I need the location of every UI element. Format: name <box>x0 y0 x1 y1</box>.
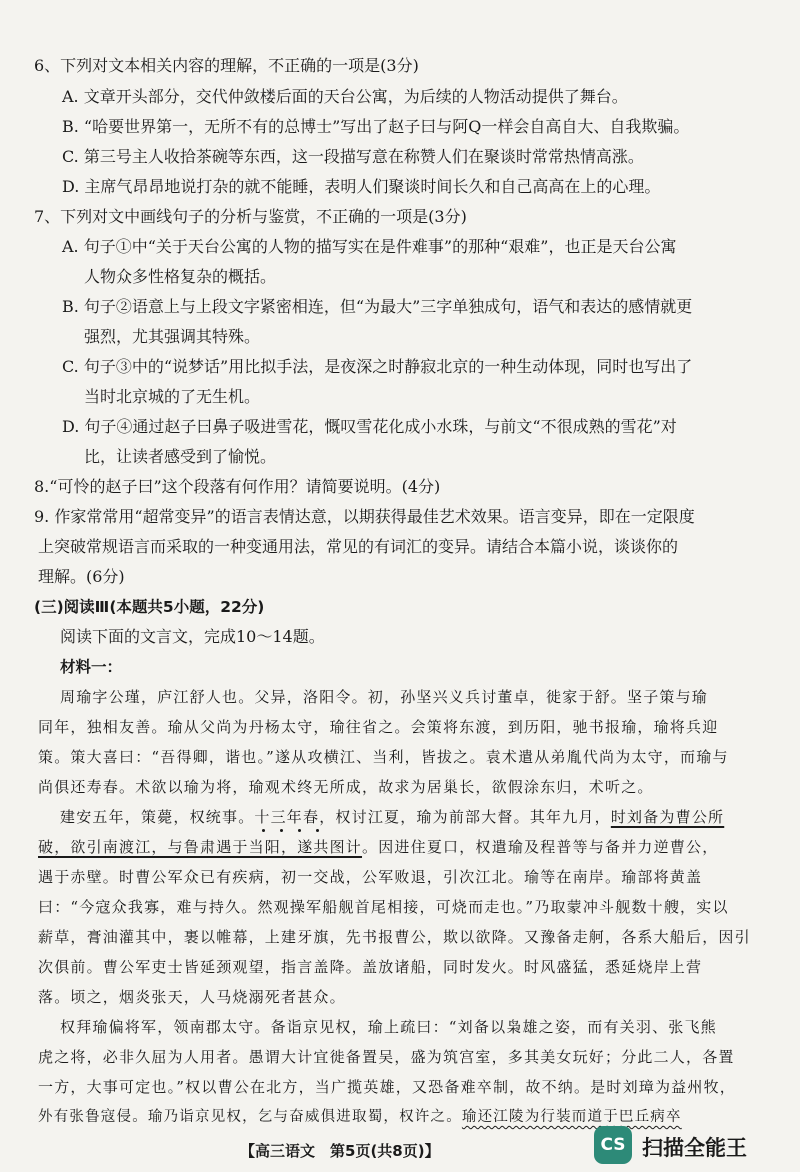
question-6-option-c: C. 第三号主人收拾茶碗等东西，这一段描写意在称赞人们在聚谈时常常热情高涨。 <box>62 147 644 166</box>
section-3-instruction: 阅读下面的文言文，完成10～14题。 <box>60 627 325 646</box>
camscanner-watermark-text: 扫描全能王 <box>642 1136 747 1160</box>
wavy-underlined-sentence: 瑜还江陵为行装而道于巴丘病卒 <box>461 1109 682 1125</box>
underlined-sentence: 时刘备为曹公所 <box>610 808 725 826</box>
emphasis-dot <box>298 829 301 832</box>
passage-p2-line-2 <box>38 836 718 858</box>
question-7-option-d: D. 句子④通过赵子曰鼻子吸进雪花，慨叹雪花化成小水珠，与前文“不很成熟的雪花”对 <box>62 417 677 436</box>
question-7-option-b: B. 句子②语意上与上段文字紧密相连，但“为最大”三字单独成句，语气和表达的感情就更 <box>62 297 693 316</box>
emphasis-dot <box>280 829 283 832</box>
passage-p3-line-2: 虎之将，必非久屈为人用者。愚谓大计宜徙备置吴，盛为筑宫室，多其美女玩好；分此二人，各置 <box>38 1048 735 1066</box>
passage-p2-line-3: 遇于赤壁。时曹公军众已有疾病，初一交战，公军败退，引次江北。瑜等在南岸。瑜部将黄盖 <box>38 868 703 886</box>
page-footer: 【高三语文 第5页(共8页)】 <box>240 1142 440 1160</box>
question-9-line-1: 9. 作家常常用“超常变异”的语言表情达意，以期获得最佳艺术效果。语言变异，即在一定限度 <box>34 507 695 526</box>
passage-p1-line-3: 策。策大喜曰：“吾得卿，谐也。”遂从攻横江、当利，皆拔之。袁术遣从弟胤代尚为太守，而瑜与 <box>38 748 729 766</box>
passage-p2-line-5: 薪草，膏油灌其中，裹以帷幕，上建牙旗，先书报曹公，欺以欲降。又豫备走舸，各系大船后，因引 <box>38 928 751 946</box>
passage-p1-line-1: 周瑜字公瑾，庐江舒人也。父异，洛阳令。初，孙坚兴义兵讨董卓，徙家于舒。坚子策与瑜 <box>60 688 709 706</box>
passage-p2-line-6: 次俱前。曹公军吏士皆延颈观望，指言盖降。盖放诸船，同时发火。时风盛猛，悉延烧岸上营 <box>38 958 703 976</box>
passage-p1-line-4: 尚俱还寿春。术欲以瑜为将，瑜观术终无所成，故求为居巢长，欲假涂东归，术听之。 <box>38 778 654 796</box>
question-6-option-d: D. 主席气昂昂地说打杂的就不能睡，表明人们聚谈时间长久和自己高高在上的心理。 <box>62 177 661 196</box>
passage-p1-line-2: 同年，独相友善。瑜从父尚为丹杨太守，瑜往省之。会策将东渡，到历阳，驰书报瑜，瑜将兵迎 <box>38 718 719 736</box>
question-7-option-c-cont: 当时北京城的了无生机。 <box>84 387 261 406</box>
passage-text: 外有张鲁寇侵。瑜乃诣京见权，乞与奋威俱进取蜀，权许之。 <box>38 1109 462 1125</box>
dotted-phrase: 十三年春 <box>254 808 320 826</box>
passage-p3-line-3: 一方，大事可定也。”权以曹公在北方，当广揽英雄，又恐备难卒制，故不纳。是时刘璋为益州牧， <box>38 1078 736 1096</box>
question-9-line-3: 理解。(6分) <box>38 567 125 586</box>
underlined-sentence: 破，欲引南渡江，与鲁肃遇于当阳，遂共图计 <box>38 838 363 856</box>
passage-p3-line-4 <box>38 1106 682 1128</box>
passage-p3-line-1: 权拜瑜偏将军，领南郡太守。备诣京见权，瑜上疏曰：“刘备以枭雄之姿，而有关羽、张飞熊 <box>60 1018 717 1036</box>
passage-p2-line-4: 曰：“今寇众我寡，难与持久。然观操军船舰首尾相接，可烧而走也。”乃取蒙冲斗舰数十艘，实以 <box>38 898 729 916</box>
question-7-stem: 7、下列对文中画线句子的分析与鉴赏，不正确的一项是(3分) <box>34 207 467 226</box>
camscanner-logo-icon: CS <box>594 1126 632 1164</box>
question-7-option-a-cont: 人物众多性格复杂的概括。 <box>84 267 277 286</box>
passage-p2-line-7: 落。顷之，烟炎张天，人马烧溺死者甚众。 <box>38 988 346 1006</box>
passage-text: 建安五年，策薨，权统事。 <box>60 808 255 826</box>
section-3-heading: (三)阅读Ⅲ(本题共5小题，22分) <box>34 598 265 616</box>
question-8: 8.“可怜的赵子曰”这个段落有何作用？请简要说明。(4分) <box>34 477 441 496</box>
emphasis-dot <box>316 829 319 832</box>
question-6-option-a: A. 文章开头部分，交代仲敛楼后面的天台公寓，为后续的人物活动提供了舞台。 <box>62 87 628 106</box>
question-9-line-2: 上突破常规语言而采取的一种变通用法，常见的有词汇的变异。请结合本篇小说，谈谈你的 <box>38 537 679 556</box>
passage-p2-line-1 <box>60 806 724 828</box>
question-7-option-c: C. 句子③中的“说梦话”用比拟手法，是夜深之时静寂北京的一种生动体现，同时也写出了 <box>62 357 693 376</box>
question-7-option-a: A. 句子①中“关于天台公寓的人物的描写实在是件难事”的那种“艰难”，也正是天台公寓 <box>62 237 677 256</box>
question-6-option-b: B. “哈要世界第一，无所不有的总博士”写出了赵子曰与阿Q一样会自高自大、自我欺骗。 <box>62 117 690 136</box>
passage-text: ，权讨江夏，瑜为前部大督。其年九月， <box>319 808 611 826</box>
question-7-option-d-cont: 比，让读者感受到了愉悦。 <box>84 447 277 466</box>
question-7-option-b-cont: 强烈，尤其强调其特殊。 <box>84 327 261 346</box>
question-6-stem: 6、下列对文本相关内容的理解，不正确的一项是(3分) <box>34 56 419 75</box>
emphasis-dot <box>262 829 265 832</box>
material-1-label: 材料一： <box>60 658 123 676</box>
passage-text: 。因进住夏口，权遣瑜及程普等与备并力逆曹公， <box>362 838 719 856</box>
